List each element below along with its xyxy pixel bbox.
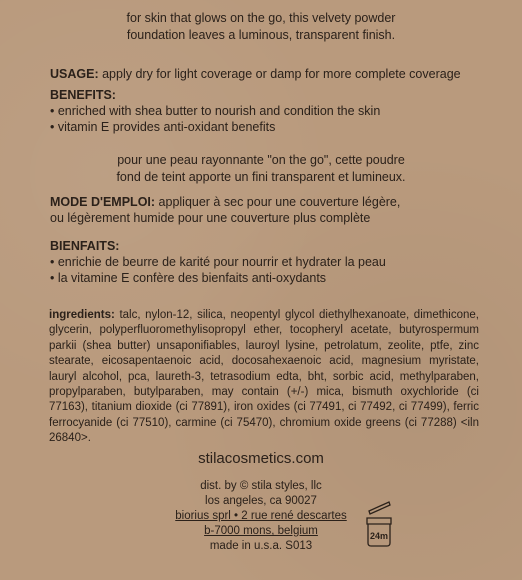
distribution-line-1: dist. by © stila styles, llc bbox=[200, 480, 322, 492]
ingredients-label: ingredients: bbox=[49, 309, 115, 321]
ingredients-text: talc, nylon-12, silica, neopentyl glycol diethylhexanoate, dimethicone, glycerin, polyperfluoromethylisopropyl ether, tocopheryl acetate, butyrospermum parkii (shea butter) unsaponifiables, lauroyl lysine, petrolatum, zeolite, ptfe, zinc stearate, eicosapentaenoic acid, docosahexaenoic acid, magnesium myristate, lauryl alcohol, pca, laureth-3, tetrasodium edta, bht, sorbic acid, methylparaben, propylparaben, butylparaben, may contain (+/-) mica, bismuth oxychloride (ci 77163), titanium dioxide (ci 77891), iron oxides (ci 77491, ci 77492, ci 77499), ferric ferrocyanide (ci 77510), carmine (ci 75470), chromium oxide greens (ci 77288) <iln 26840>. bbox=[49, 309, 479, 445]
benefits-en-item: • vitamin E provides anti-oxidant benefits bbox=[50, 120, 276, 134]
usage-fr bbox=[50, 194, 400, 226]
usage-fr-label: MODE D'EMPLOI: bbox=[50, 195, 156, 209]
intro-fr bbox=[0, 152, 522, 186]
benefits-fr-item: • la vitamine E confère des bienfaits anti-oxydants bbox=[50, 271, 327, 285]
distribution-line-5: made in u.s.a. S013 bbox=[209, 540, 313, 552]
usage-en bbox=[50, 66, 461, 82]
benefits-fr bbox=[50, 238, 386, 286]
usage-fr-text: appliquer à sec pour une couverture légère, bbox=[155, 195, 401, 209]
website-url: stilacosmetics.com bbox=[198, 450, 324, 467]
benefits-fr-item: • enrichie de beurre de karité pour nourrir et hydrater la peau bbox=[50, 255, 386, 269]
distribution-line-3: biorius sprl • 2 rue rené descartes bbox=[175, 510, 347, 522]
usage-en-label: USAGE: bbox=[50, 67, 99, 81]
intro-en-line-1: for skin that glows on the go, this velvety powder bbox=[126, 11, 396, 25]
ingredients-list bbox=[49, 308, 479, 447]
benefits-en-item: • enriched with shea butter to nourish and condition the skin bbox=[50, 104, 381, 118]
benefits-en bbox=[50, 87, 380, 135]
distribution-line-4: b-7000 mons, belgium bbox=[204, 525, 318, 537]
distribution-line-2: los angeles, ca 90027 bbox=[205, 495, 317, 507]
pao-label: 24m bbox=[369, 531, 389, 541]
benefits-en-label: BENEFITS: bbox=[50, 88, 116, 102]
benefits-fr-label: BIENFAITS: bbox=[50, 239, 120, 253]
intro-en bbox=[0, 10, 522, 44]
open-jar-icon bbox=[362, 498, 396, 548]
distribution-info bbox=[0, 479, 522, 554]
usage-fr-line-2: ou légèrement humide pour une couverture plus complète bbox=[50, 211, 371, 225]
intro-fr-line-2: fond de teint apporte un fini transparent et lumineux. bbox=[116, 170, 406, 184]
intro-en-line-2: foundation leaves a luminous, transparent finish. bbox=[126, 28, 396, 42]
usage-en-text: apply dry for light coverage or damp for more complete coverage bbox=[98, 67, 461, 81]
intro-fr-line-1: pour une peau rayonnante "on the go", cette poudre bbox=[117, 153, 405, 167]
